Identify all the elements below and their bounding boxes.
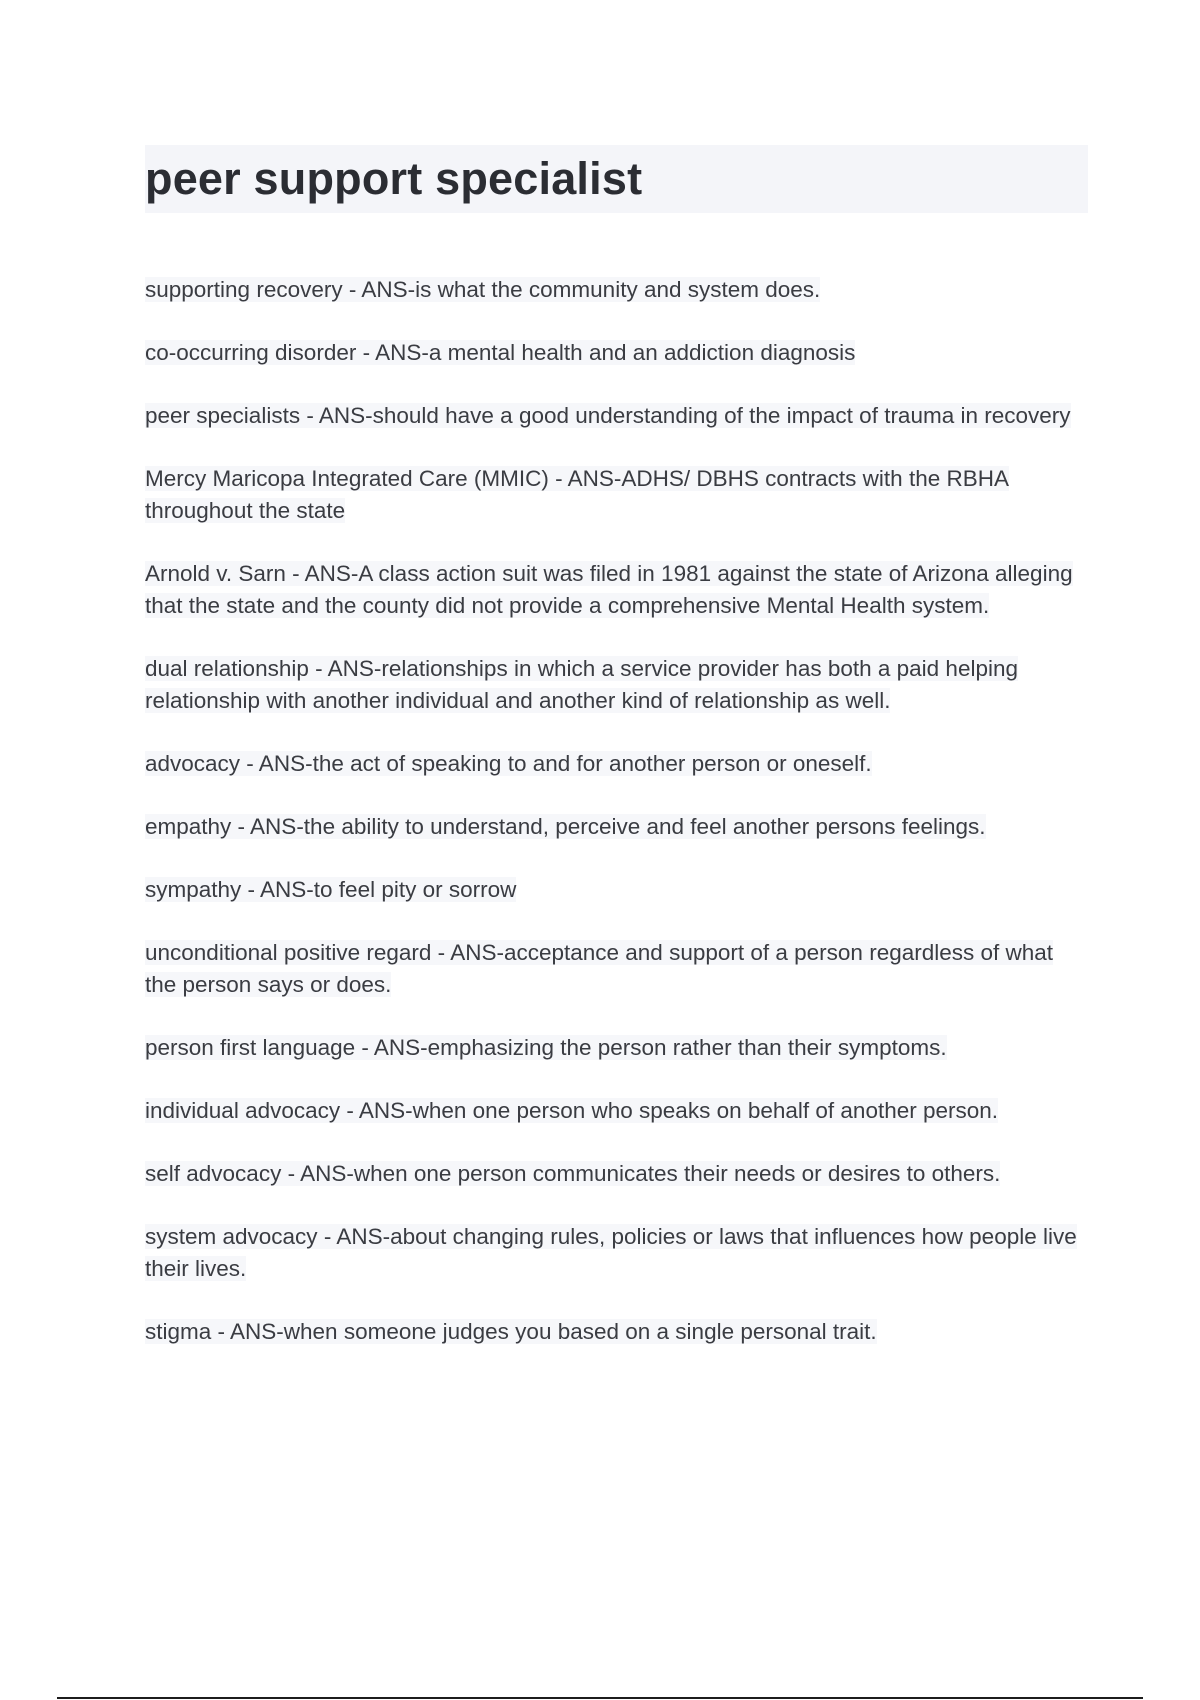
- entry-text: dual relationship - ANS-relationships in which a service provider has both a paid helping relationship with another individual and another kind of relationship as well.: [145, 656, 1018, 713]
- entry-text: self advocacy - ANS-when one person communicates their needs or desires to others.: [145, 1161, 1001, 1186]
- entry-text: empathy - ANS-the ability to understand, perceive and feel another persons feelings.: [145, 814, 986, 839]
- entry-text: person first language - ANS-emphasizing the person rather than their symptoms.: [145, 1035, 947, 1060]
- footer-divider: [57, 1697, 1143, 1699]
- list-item: [145, 811, 1090, 843]
- entry-text: co-occurring disorder - ANS-a mental health and an addiction diagnosis: [145, 340, 856, 365]
- list-item: [145, 874, 1090, 906]
- list-item: [145, 558, 1090, 622]
- list-item: [145, 1221, 1090, 1285]
- entry-list: [145, 274, 1090, 1379]
- entry-text: Arnold v. Sarn - ANS-A class action suit was filed in 1981 against the state of Arizona alleging that the state and the county did not provide a comprehensive Mental Health system.: [145, 561, 1073, 618]
- list-item: [145, 1095, 1090, 1127]
- entry-text: advocacy - ANS-the act of speaking to and for another person or oneself.: [145, 751, 872, 776]
- entry-text: peer specialists - ANS-should have a good understanding of the impact of trauma in recovery: [145, 403, 1071, 428]
- page-title-box: [145, 145, 1088, 213]
- list-item: [145, 748, 1090, 780]
- list-item: [145, 1158, 1090, 1190]
- entry-text: supporting recovery - ANS-is what the community and system does.: [145, 277, 821, 302]
- list-item: [145, 463, 1090, 527]
- entry-text: individual advocacy - ANS-when one person who speaks on behalf of another person.: [145, 1098, 999, 1123]
- entry-text: Mercy Maricopa Integrated Care (MMIC) - ANS-ADHS/ DBHS contracts with the RBHA throughout the state: [145, 466, 1009, 523]
- list-item: [145, 274, 1090, 306]
- entry-text: system advocacy - ANS-about changing rules, policies or laws that influences how people live their lives.: [145, 1224, 1077, 1281]
- entry-text: unconditional positive regard - ANS-acceptance and support of a person regardless of what the person says or does.: [145, 940, 1054, 997]
- list-item: [145, 337, 1090, 369]
- list-item: [145, 1316, 1090, 1348]
- list-item: [145, 400, 1090, 432]
- page-title: peer support specialist: [145, 153, 643, 204]
- entry-text: stigma - ANS-when someone judges you based on a single personal trait.: [145, 1319, 877, 1344]
- list-item: [145, 653, 1090, 717]
- list-item: [145, 937, 1090, 1001]
- entry-text: sympathy - ANS-to feel pity or sorrow: [145, 877, 517, 902]
- list-item: [145, 1032, 1090, 1064]
